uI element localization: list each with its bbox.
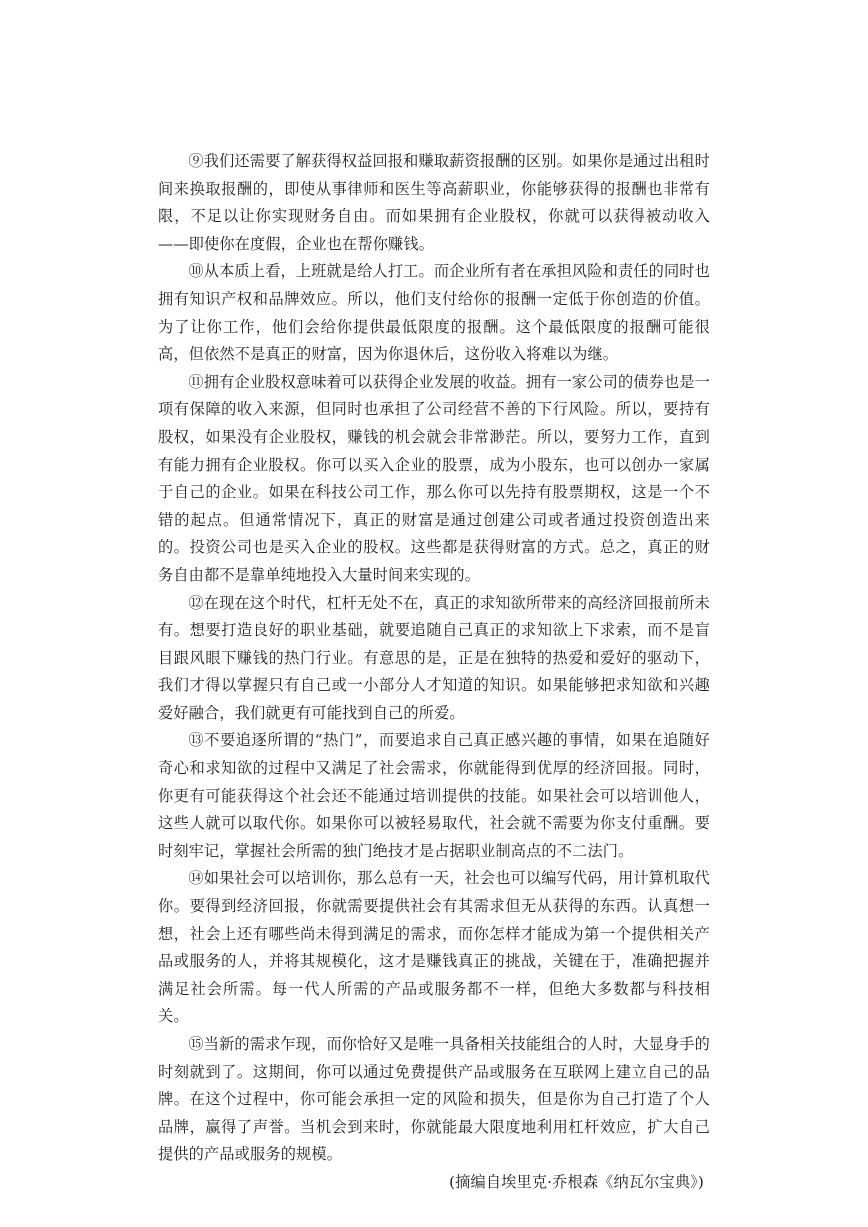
- paragraph-10: ⑩从本质上看，上班就是给人打工。而企业所有者在承担风险和责任的同时也拥有知识产权和品牌效应。所以，他们支付给你的报酬一定低于你创造的价值。为了让你工作，他们会给你提供最低限度的报酬。这个最低限度的报酬可能很高，但依然不是真正的财富，因为你退休后，这份收入将难以为继。: [158, 262, 710, 364]
- paragraph-15: ⑮当新的需求乍现，而你恰好又是唯一具备相关技能组合的人时，大显身手的时刻就到了。这期间，你可以通过免费提供产品或服务在互联网上建立自己的品牌。在这个过程中，你可能会承担一定的风险和损失，但是你为自己打造了个人品牌，赢得了声誉。当机会到来时，你就能最大限度地利用杠杆效应，扩大自己提供的产品或服务的规模。: [158, 1035, 710, 1164]
- paragraph-11: ⑪拥有企业股权意味着可以获得企业发展的收益。拥有一家公司的债券也是一项有保障的收入来源，但同时也承担了公司经营不善的下行风险。所以，要持有股权，如果没有企业股权，赚钱的机会就会非常渺茫。所以，要努力工作，直到有能力拥有企业股权。你可以买入企业的股票，成为小股东，也可以创办一家属于自己的企业。如果在科技公司工作，那么你可以先持有股票期权，这是一个不错的起点。但通常情况下，真正的财富是通过创建公司或者通过投资创造出来的。投资公司也是买入企业的股权。这些都是获得财富的方式。总之，真正的财务自由都不是靠单纯地投入大量时间来实现的。: [158, 372, 710, 584]
- paragraph-9: ⑨我们还需要了解获得权益回报和赚取薪资报酬的区别。如果你是通过出租时间来换取报酬的，即使从事律师和医生等高薪职业，你能够获得的报酬也非常有限，不足以让你实现财务自由。而如果拥有企业股权，你就可以获得被动收入——即使你在度假，企业也在帮你赚钱。: [158, 152, 710, 253]
- source-citation: (摘编自埃里克·乔根森《纳瓦尔宝典》): [449, 1172, 704, 1191]
- paragraph-12: ⑫在现在这个时代，杠杆无处不在，真正的求知欲所带来的高经济回报前所未有。想要打造良好的职业基础，就要追随自己真正的求知欲上下求索，而不是盲目跟风眼下赚钱的热门行业。有意思的是，正是在独特的热爱和爱好的驱动下，我们才得以掌握只有自己或一小部分人才知道的知识。如果能够把求知欲和兴趣爱好融合，我们就更有可能找到自己的所爱。: [158, 593, 710, 722]
- paragraph-14: ⑭如果社会可以培训你，那么总有一天，社会也可以编写代码，用计算机取代你。要得到经济回报，你就需要提供社会有其需求但无从获得的东西。认真想一想，社会上还有哪些尚未得到满足的需求，而你怎样才能成为第一个提供相关产品或服务的人，并将其规模化，这才是赚钱真正的挑战，关键在于，准确把握并满足社会所需。每一代人所需的产品或服务都不一样，但绝大多数都与科技相关。: [158, 869, 710, 1026]
- article-body: [158, 148, 710, 1197]
- paragraph-13: ⑬不要追逐所谓的“热门”，而要追求自己真正感兴趣的事情，如果在追随好奇心和求知欲的过程中又满足了社会需求，你就能得到优厚的经济回报。同时，你更有可能获得这个社会还不能通过培训提供的技能。如果社会可以培训他人，这些人就可以取代你。如果你可以被轻易取代，社会就不需要为你支付重酬。要时刻牢记，掌握社会所需的独门绝技才是占据职业制高点的不二法门。: [158, 731, 710, 860]
